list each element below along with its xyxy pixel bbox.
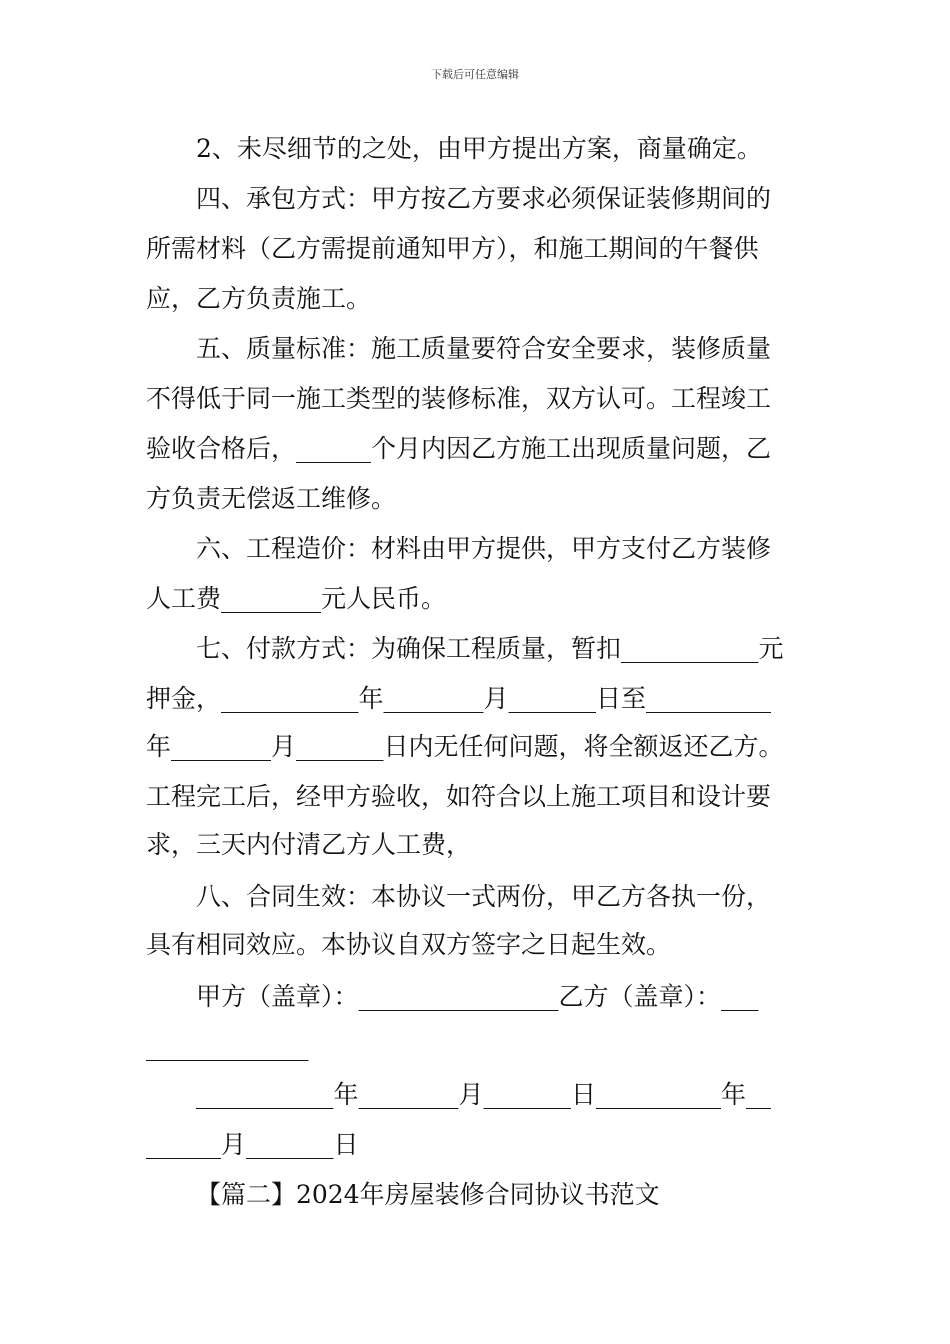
- signature-line-parties: 甲方（盖章）：________________乙方（盖章）：___: [196, 982, 759, 1011]
- date-line: ___________年________月_______日__________年__: [196, 1080, 772, 1109]
- paragraph-line: 所需材料（乙方需提前通知甲方），和施工期间的午餐供: [146, 234, 759, 263]
- paragraph-line: 八、合同生效：本协议一式两份，甲乙方各执一份，: [196, 882, 772, 911]
- paragraph-line: 应，乙方负责施工。: [146, 284, 372, 313]
- section-heading: 【篇二】2024年房屋装修合同协议书范文: [196, 1180, 660, 1209]
- paragraph-line: 2、未尽细节的之处，由甲方提出方案，商量确定。: [196, 134, 762, 163]
- paragraph-line: 方负责无偿返工维修。: [146, 484, 397, 513]
- date-line-continuation: ______月_______日: [146, 1130, 359, 1159]
- paragraph-line: 具有相同效应。本协议自双方签字之日起生效。: [146, 930, 672, 959]
- paragraph-line: 七、付款方式：为确保工程质量，暂扣___________元: [196, 634, 784, 663]
- signature-line-continuation: _____________: [146, 1032, 309, 1061]
- paragraph-line: 不得低于同一施工类型的装修标准，双方认可。工程竣工: [146, 384, 772, 413]
- paragraph-line: 六、工程造价：材料由甲方提供，甲方支付乙方装修: [196, 534, 772, 563]
- paragraph-line: 押金，___________年________月_______日至__________: [146, 684, 772, 713]
- paragraph-line: 四、承包方式：甲方按乙方要求必须保证装修期间的: [196, 184, 772, 213]
- paragraph-line: 人工费________元人民币。: [146, 584, 447, 613]
- page-header-note: 下载后可任意编辑: [431, 68, 519, 81]
- paragraph-line: 工程完工后，经甲方验收，如符合以上施工项目和设计要: [146, 782, 772, 811]
- paragraph-line: 验收合格后，______个月内因乙方施工出现质量问题，乙: [146, 434, 772, 463]
- paragraph-line: 求，三天内付清乙方人工费，: [146, 830, 472, 859]
- paragraph-line: 五、质量标准：施工质量要符合安全要求，装修质量: [196, 334, 772, 363]
- paragraph-line: 年________月_______日内无任何问题，将全额返还乙方。: [146, 732, 784, 761]
